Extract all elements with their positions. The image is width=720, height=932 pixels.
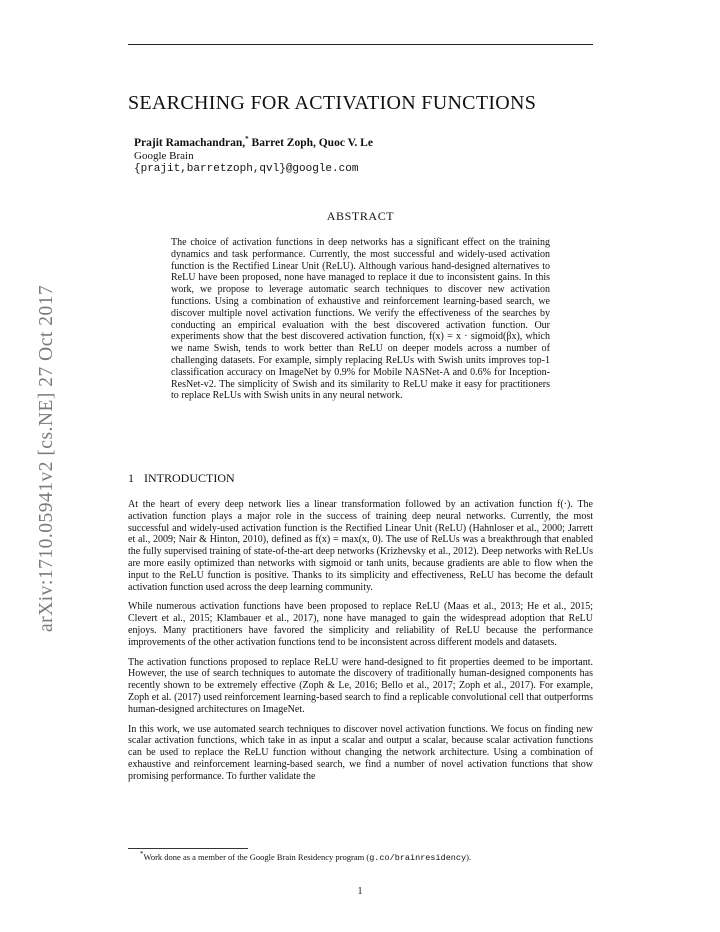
paragraph: In this work, we use automated search techniques to discover novel activation functions. We focus on finding new scalar activation functions, which take in as input a scalar and output a scalar, because scalar activation functions can be used to replace the ReLU function without changing the network architecture. Using a combination of exhaustive and reinforcement learning-based search, we find a number of novel activation functions that show promising performance. To further validate the	[128, 723, 593, 782]
abstract-heading: ABSTRACT	[326, 209, 395, 223]
email: {prajit,barretzoph,qvl}@google.com	[134, 163, 359, 175]
paragraph: The activation functions proposed to replace ReLU were hand-designed to fit properties deemed to be important. However, the use of search techniques to automate the discovery of traditionally human-designed components has recently shown to be extremely effective (Zoph & Le, 2016; Bello et al., 2017; Zoph et al., 2017). For example, Zoph et al. (2017) used reinforcement learning-based search to find a replicable convolutional cell that outperforms human-designed architectures on ImageNet.	[128, 656, 593, 715]
section-title: INTRODUCTION	[144, 471, 235, 485]
section-number: 1	[128, 471, 134, 485]
author-first: Prajit Ramachandran,	[134, 137, 246, 149]
author-footnote-mark: *	[245, 135, 249, 144]
page-number: 1	[357, 886, 363, 897]
introduction-body	[128, 499, 593, 791]
footnote	[140, 852, 471, 863]
paper-title: SEARCHING FOR ACTIVATION FUNCTIONS	[128, 92, 537, 114]
paragraph: While numerous activation functions have been proposed to replace ReLU (Maas et al., 2013; He et al., 2015; Clevert et al., 2015; Klambauer et al., 2017), none have managed to gain the widespread adoption that ReLU enjoys. Many practitioners have favored the simplicity and reliability of ReLU because the performance improvements of the other activation functions tend to be inconsistent across different models and datasets.	[128, 601, 593, 648]
abstract-body: The choice of activation functions in deep networks has a significant effect on the training dynamics and task performance. Currently, the most successful and widely-used activation function is the Rectified Linear Unit (ReLU). Although various hand-designed alternatives to ReLU have been proposed, none have managed to replace it due to inconsistent gains. In this work, we propose to leverage automatic search techniques to discover new activation functions. Using a combination of exhaustive and reinforcement learning-based search, we discover multiple novel activation functions. We verify the effectiveness of the searches by conducting an empirical evaluation with the best discovered activation function. Our experiments show that the best discovered activation function, f(x) = x · sigmoid(βx), which we name Swish, tends to work better than ReLU on deeper models across a number of challenging datasets. For example, simply replacing ReLUs with Swish units improves top-1 classification accuracy on ImageNet by 0.9% for Mobile NASNet-A and 0.6% for Inception-ResNet-v2. The simplicity of Swish and its similarity to ReLU make it easy for practitioners to replace ReLUs with Swish units in any neural network.	[171, 237, 550, 402]
footnote-end: ).	[466, 852, 472, 862]
paragraph: At the heart of every deep network lies a linear transformation followed by an activation function f(·). The activation function plays a major role in the success of training deep neural networks. Currently, the most successful and widely-used activation function is the Rectified Linear Unit (ReLU) (Hahnloser et al., 2000; Jarrett et al., 2009; Nair & Hinton, 2010), defined as f(x) = max(x, 0). The use of ReLUs was a breakthrough that enabled the fully supervised training of state-of-the-art deep networks (Krizhevsky et al., 2012). Deep networks with ReLUs are more easily optimized than networks with sigmoid or tanh units, because gradients are able to flow when the input to the ReLU function is positive. Thanks to its simplicity and effectiveness, ReLU has become the default activation function used across the deep learning community.	[128, 499, 593, 593]
arxiv-stamp: arXiv:1710.05941v2 [cs.NE] 27 Oct 2017	[36, 284, 57, 632]
footnote-text: Work done as a member of the Google Brain Residency program (	[143, 852, 370, 862]
section-heading	[128, 471, 235, 486]
affiliation: Google Brain	[134, 150, 194, 162]
author-rest: Barret Zoph, Quoc V. Le	[248, 137, 373, 149]
footnote-mark: *	[140, 850, 144, 859]
footnote-rule	[128, 848, 248, 849]
authors	[134, 137, 373, 149]
header-rule	[128, 44, 593, 45]
footnote-link[interactable]: g.co/brainresidency	[369, 853, 467, 863]
